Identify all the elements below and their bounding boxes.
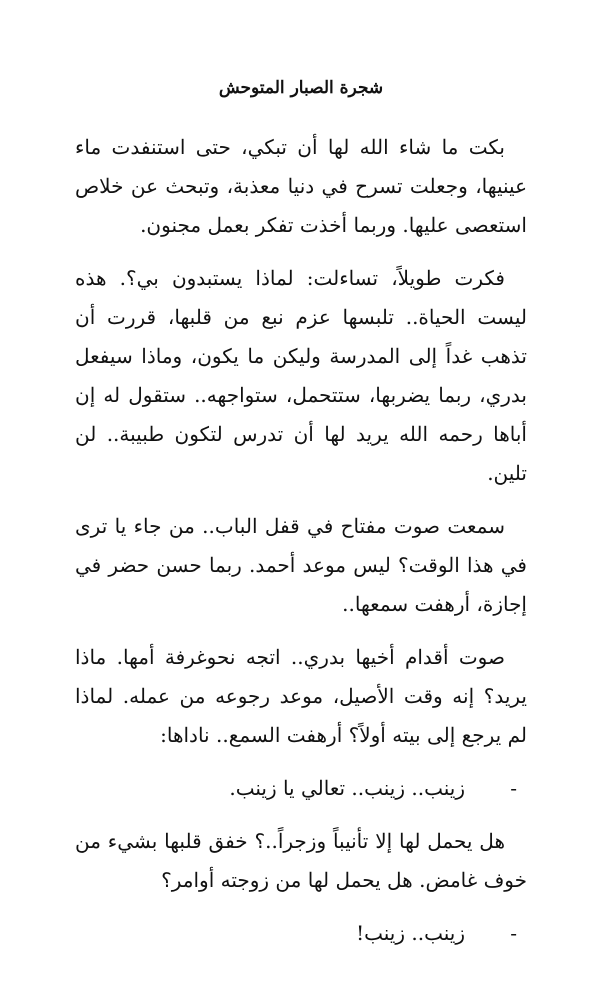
dialogue-line (75, 769, 527, 808)
dialogue-text: زينب.. زينب.. تعالي يا زينب. (229, 776, 465, 800)
chapter-title: شجرة الصبار المتوحش (218, 78, 384, 98)
dialogue-dash: - (510, 776, 517, 800)
page-body (75, 128, 527, 967)
paragraph: سمعت صوت مفتاح في قفل الباب.. من جاء يا ترى في هذا الوقت؟ ليس موعد أحمد. ربما حسن حضر في إجازة، أرهفت سمعها.. (75, 514, 527, 616)
dialogue-text: زينب.. زينب! (356, 921, 465, 945)
dialogue-dash: - (510, 921, 517, 945)
paragraph: بكت ما شاء الله لها أن تبكي، حتى استنفدت ماء عينيها، وجعلت تسرح في دنيا معذبة، وتبحث عن خلاص استعصى عليها. وربما أخذت تفكر بعمل مجنون. (75, 135, 527, 237)
paragraph: هل يحمل لها إلا تأنيباً وزجراً..؟ خفق قلبها بشيء من خوف غامض. هل يحمل لها من زوجته أوامر؟ (75, 829, 527, 892)
paragraph: فكرت طويلاً، تساءلت: لماذا يستبدون بي؟. هذه ليست الحياة.. تلبسها عزم نبع من قلبها، قررت أن تذهب غداً إلى المدرسة وليكن ما يكون، وماذا سيفعل بدري، ربما يضربها، ستتحمل، ستواجهه.. ستقول له إن أباها رحمه الله يريد لها أن تدرس لتكون طبيبة.. لن تلين. (75, 266, 527, 485)
dialogue-line (75, 914, 527, 953)
paragraph: صوت أقدام أخيها بدري.. اتجه نحوغرفة أمها. ماذا يريد؟ إنه وقت الأصيل، موعد رجوعه من عمله. لماذا لم يرجع إلى بيته أولاً؟ أرهفت السمع.. ناداها: (75, 645, 527, 747)
